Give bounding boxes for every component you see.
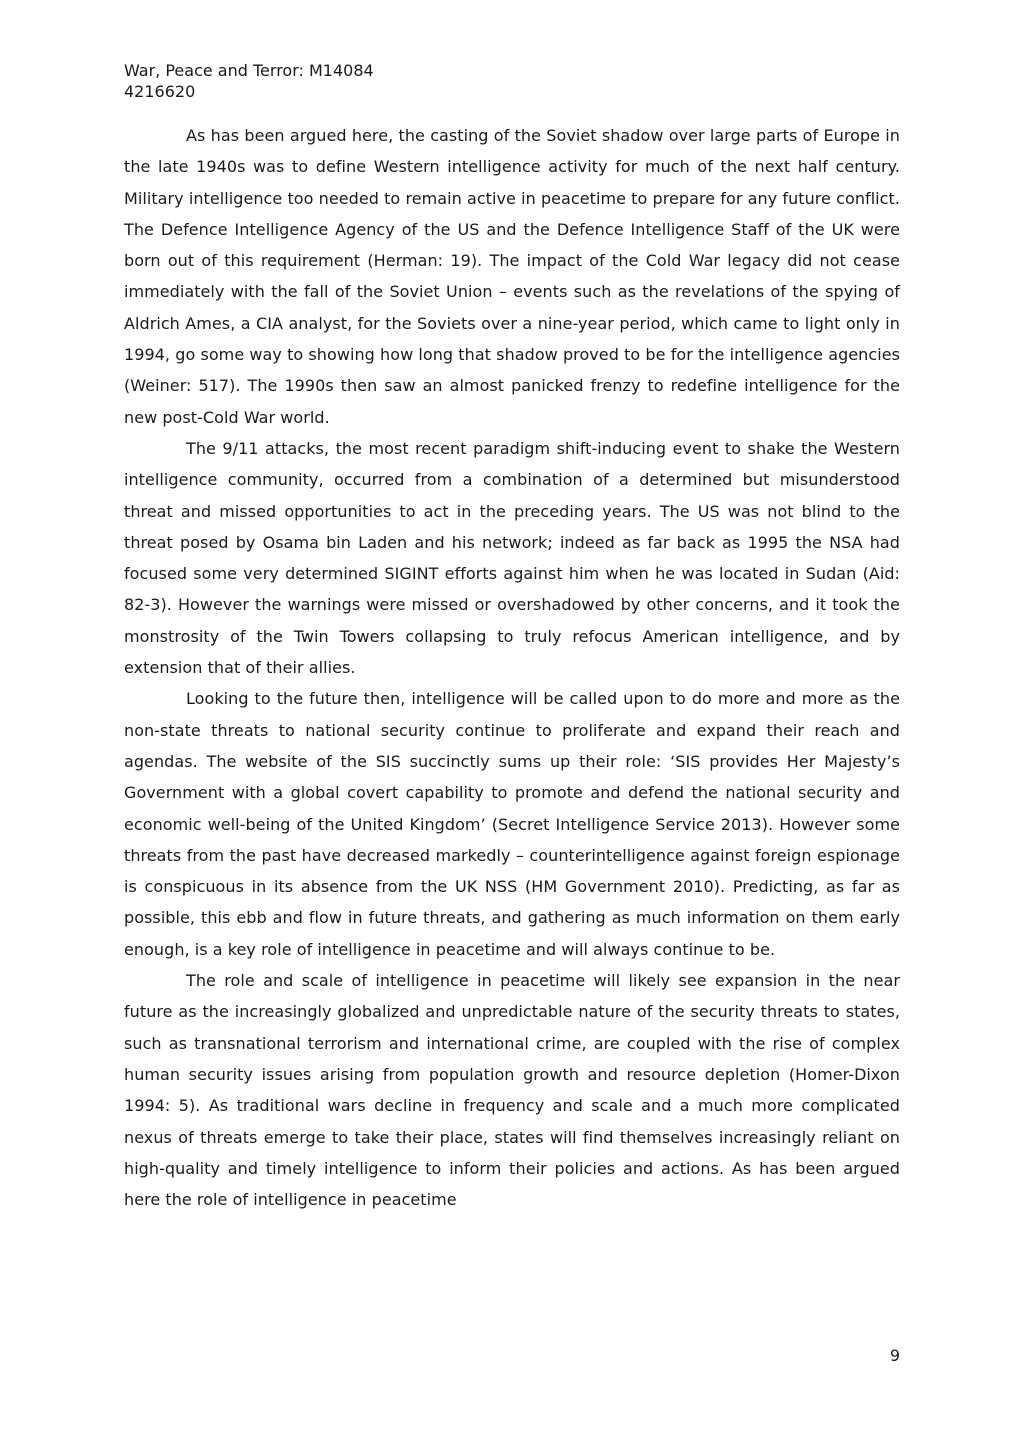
paragraph-4: The role and scale of intelligence in peacetime will likely see expansion in the near future as the increasingly globalized and unpredictable nature of the security threats to states, such as transnational terrorism and international crime, are coupled with the rise of complex human security issues arising from population growth and resource depletion (Homer-Dixon 1994: 5). As traditional wars decline in frequency and scale and a much more complicated nexus of threats emerge to take their place, states will find themselves increasingly reliant on high-quality and timely intelligence to inform their policies and actions. As has been argued here the role of intelligence in peacetime bbox=[124, 971, 900, 1210]
paragraph-3: Looking to the future then, intelligence will be called upon to do more and more as the non-state threats to national security continue to proliferate and expand their reach and agendas. The website of the SIS succinctly sums up their role: ‘SIS provides Her Majesty’s Government with a global covert capability to promote and defend the national security and economic well-being of the United Kingdom’ (Secret Intelligence Service 2013). However some threats from the past have decreased markedly – counterintelligence against foreign espionage is conspicuous in its absence from the UK NSS (HM Government 2010). Predicting, as far as possible, this ebb and flow in future threats, and gathering as much information on them early enough, is a key role of intelligence in peacetime and will always continue to be. bbox=[124, 689, 900, 959]
page-number: 9 bbox=[889, 1346, 900, 1365]
paragraph-1: As has been argued here, the casting of the Soviet shadow over large parts of Europe in the late 1940s was to define Western intelligence activity for much of the next half century. Military intelligence too needed to remain active in peacetime to prepare for any future conflict. The Defence Intelligence Agency of the US and the Defence Intelligence Staff of the UK were born out of this requirement (Herman: 19). The impact of the Cold War legacy did not cease immediately with the fall of the Soviet Union – events such as the revelations of the spying of Aldrich Ames, a CIA analyst, for the Soviets over a nine-year period, which came to light only in 1994, go some way to showing how long that shadow proved to be for the intelligence agencies (Weiner: 517). The 1990s then saw an almost panicked frenzy to redefine intelligence for the new post-Cold War world. bbox=[124, 126, 900, 427]
header-course-title: War, Peace and Terror: M14084 bbox=[124, 61, 374, 80]
header-student-id: 4216620 bbox=[124, 82, 196, 101]
paragraph-2: The 9/11 attacks, the most recent paradigm shift-inducing event to shake the Western intelligence community, occurred from a combination of a determined but misunderstood threat and missed opportunities to act in the preceding years. The US was not blind to the threat posed by Osama bin Laden and his network; indeed as far back as 1995 the NSA had focused some very determined SIGINT efforts against him when he was located in Sudan (Aid: 82-3). However the warnings were missed or overshadowed by other concerns, and it took the monstrosity of the Twin Towers collapsing to truly refocus American intelligence, and by extension that of their allies. bbox=[124, 438, 900, 678]
body-text bbox=[124, 120, 900, 1215]
page-header bbox=[124, 60, 374, 102]
